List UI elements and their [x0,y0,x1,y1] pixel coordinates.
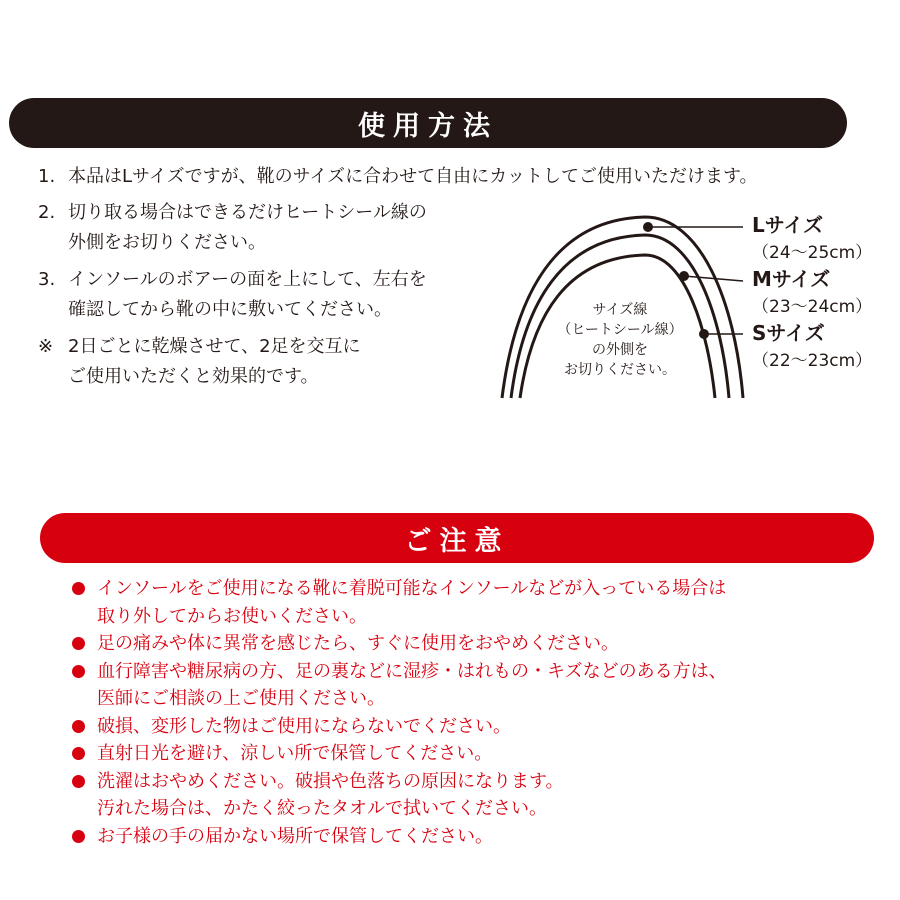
caution-item [72,823,862,851]
bullet-dot-icon [72,637,85,650]
caution-item [72,740,862,768]
usage-title-banner [9,98,847,148]
caution-item-text: 血行障害や糖尿病の方、足の裏などに湿疹・はれもの・キズなどのある方は、 医師にご相談の上ご使用ください。 [97,660,727,709]
caution-item-text: インソールをご使用になる靴に着脱可能なインソールなどが入っている場合は 取り外してからお使いください。 [97,578,727,627]
usage-item-number: 3. [38,269,56,290]
usage-item-text: 本品はLサイズですが、靴のサイズに合わせて自由にカットしてご使用いただけます。 [68,166,758,187]
bullet-dot-icon [72,665,85,678]
bullet-dot-icon [72,775,85,788]
caution-item-text: 足の痛みや体に異常を感じたら、すぐに使用をおやめください。 [97,633,619,654]
caution-item-text: 破損、変形した物はご使用にならないでください。 [97,715,511,737]
caution-list [72,575,862,850]
usage-item-number: 2. [38,202,56,223]
size-label-m [752,265,872,321]
caution-item-text: 洗濯はおやめください。破損や色落ちの原因になります。 汚れた場合は、かたく絞ったタオルで拭いてください。 [97,770,564,819]
usage-item-number: 1. [38,166,56,187]
caution-title: ご注意 [404,525,510,557]
caution-item [72,630,862,658]
bullet-dot-icon [72,747,85,760]
size-label-l [752,211,872,267]
bullet-dot-icon [72,582,85,595]
size-range: （22〜23cm） [752,351,873,371]
caution-item [72,575,862,630]
usage-note-mark: ※ [38,336,54,357]
size-range: （23〜24cm） [752,297,873,317]
caution-item-text: 直射日光を避け、涼しい所で保管してください。 [97,743,493,764]
caution-item [72,768,862,823]
usage-title: 使用方法 [358,110,498,142]
usage-item-text: インソールのボアーの面を上にして、左右を 確認してから靴の中に敷いてください。 [68,269,427,320]
size-range: （24〜25cm） [752,243,873,263]
caution-title-banner [40,513,874,563]
size-name: Lサイズ [752,213,824,237]
caution-item-text: お子様の手の届かない場所で保管してください。 [97,825,493,847]
bullet-dot-icon [72,830,85,843]
size-name: Mサイズ [752,267,831,291]
usage-item-text: 切り取る場合はできるだけヒートシール線の 外側をお切りください。 [68,202,427,253]
caution-item [72,658,862,713]
cut-guide-note: サイズ線 （ヒートシール線） の外側を お切りください。 [557,302,683,378]
usage-item [38,162,838,192]
size-name: Sサイズ [752,321,825,345]
caution-item [72,713,862,741]
bullet-dot-icon [72,720,85,733]
usage-note-text: 2日ごとに乾燥させて、2足を交互に ご使用いただくと効果的です。 [68,336,361,387]
size-label-s [752,319,872,375]
